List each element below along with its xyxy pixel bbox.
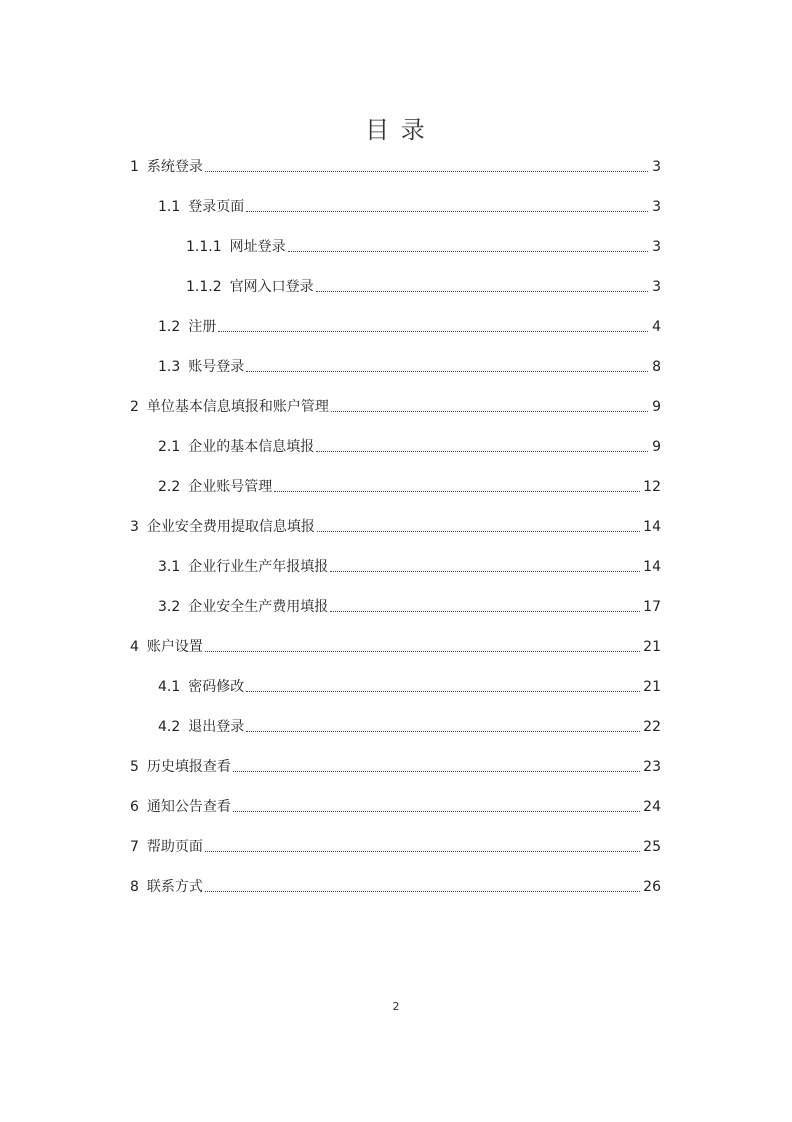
toc-entry-title: 登录页面 [188, 199, 245, 215]
toc-entry-number: 7 [130, 839, 139, 855]
toc-entry[interactable] [158, 354, 661, 376]
toc-entry[interactable] [130, 634, 661, 656]
toc-entry-page: 8 [652, 359, 661, 375]
toc-entry[interactable] [130, 754, 661, 776]
toc-entry-page: 3 [652, 279, 661, 295]
toc-entry-page: 4 [652, 319, 661, 335]
toc-entry[interactable] [158, 714, 661, 736]
page-number: 2 [392, 1000, 400, 1013]
toc-entry[interactable] [186, 234, 661, 256]
toc-entry-title: 企业的基本信息填报 [188, 439, 315, 455]
toc-entry-number: 1 [130, 159, 139, 175]
toc-entry-title: 企业行业生产年报填报 [188, 559, 329, 575]
toc-entry-page: 22 [643, 719, 661, 735]
toc-entry-number: 1.1 [158, 199, 181, 215]
toc-entry-number: 4.1 [158, 679, 181, 695]
toc-entry[interactable] [158, 554, 661, 576]
toc-entry-title: 帮助页面 [146, 839, 203, 855]
toc-entry-page: 14 [643, 519, 661, 535]
dot-leader [317, 531, 640, 532]
toc-entry[interactable] [130, 514, 661, 536]
toc-entry[interactable] [158, 434, 661, 456]
toc-entry-number: 3 [130, 519, 139, 535]
dot-leader [246, 211, 648, 212]
toc-entry-number: 2.1 [158, 439, 181, 455]
toc-entry-title: 通知公告查看 [146, 799, 231, 815]
toc-entry[interactable] [130, 154, 661, 176]
dot-leader [274, 491, 640, 492]
toc-entry[interactable] [158, 194, 661, 216]
toc-entry[interactable] [130, 794, 661, 816]
toc-entry-page: 24 [643, 799, 661, 815]
toc-entry-title: 企业安全生产费用填报 [188, 599, 329, 615]
dot-leader [205, 851, 640, 852]
toc-entry-title: 注册 [188, 319, 217, 335]
toc-entry-page: 25 [643, 839, 661, 855]
dot-leader [330, 571, 640, 572]
toc-entry-number: 3.2 [158, 599, 181, 615]
dot-leader [246, 691, 640, 692]
dot-leader [246, 371, 648, 372]
toc-entry-page: 26 [643, 879, 661, 895]
toc-entry-title: 历史填报查看 [146, 759, 231, 775]
toc-entry-number: 2 [130, 399, 139, 415]
dot-leader [316, 291, 648, 292]
toc-entry-title: 官网入口登录 [229, 279, 314, 295]
toc-entry[interactable] [158, 474, 661, 496]
toc-entry[interactable] [130, 394, 661, 416]
toc-entry-title: 网址登录 [229, 239, 286, 255]
toc-entry-number: 2.2 [158, 479, 181, 495]
toc-entry[interactable] [130, 874, 661, 896]
toc-entry-page: 3 [652, 239, 661, 255]
toc-entry-title: 账户设置 [146, 639, 203, 655]
toc-entry[interactable] [130, 834, 661, 856]
toc-entry-title: 密码修改 [188, 679, 245, 695]
dot-leader [316, 451, 648, 452]
toc-entry-page: 12 [643, 479, 661, 495]
toc-entry-title: 企业账号管理 [188, 479, 273, 495]
toc-entry[interactable] [158, 674, 661, 696]
toc-entry-number: 8 [130, 879, 139, 895]
dot-leader [218, 331, 648, 332]
toc-entry[interactable] [186, 274, 661, 296]
toc-entry[interactable] [158, 314, 661, 336]
toc-entry-page: 9 [652, 399, 661, 415]
dot-leader [205, 171, 648, 172]
toc-entry-page: 17 [643, 599, 661, 615]
toc-entry-number: 4 [130, 639, 139, 655]
toc-entry-title: 系统登录 [146, 159, 203, 175]
toc-entry-title: 单位基本信息填报和账户管理 [146, 399, 329, 415]
toc-entry-page: 3 [652, 199, 661, 215]
toc-entry-title: 联系方式 [146, 879, 203, 895]
dot-leader [233, 811, 640, 812]
toc-entry-page: 3 [652, 159, 661, 175]
dot-leader [331, 411, 648, 412]
toc-entry-number: 1.1.1 [186, 239, 222, 255]
toc-entry-title: 账号登录 [188, 359, 245, 375]
toc-entry-number: 4.2 [158, 719, 181, 735]
toc-entry-page: 21 [643, 679, 661, 695]
dot-leader [246, 731, 640, 732]
toc-entry-number: 1.3 [158, 359, 181, 375]
toc-entry[interactable] [158, 594, 661, 616]
toc-entry-number: 1.1.2 [186, 279, 222, 295]
toc-entry-title: 企业安全费用提取信息填报 [146, 519, 315, 535]
toc-entry-number: 1.2 [158, 319, 181, 335]
dot-leader [288, 251, 648, 252]
toc-entry-number: 5 [130, 759, 139, 775]
toc-entry-page: 21 [643, 639, 661, 655]
dot-leader [205, 891, 640, 892]
toc-entry-title: 退出登录 [188, 719, 245, 735]
toc-entry-page: 14 [643, 559, 661, 575]
toc-entry-page: 23 [643, 759, 661, 775]
dot-leader [205, 651, 640, 652]
page-title: 目 录 [365, 116, 427, 144]
dot-leader [330, 611, 640, 612]
toc-entry-number: 3.1 [158, 559, 181, 575]
toc-entry-number: 6 [130, 799, 139, 815]
toc-entry-page: 9 [652, 439, 661, 455]
dot-leader [233, 771, 640, 772]
